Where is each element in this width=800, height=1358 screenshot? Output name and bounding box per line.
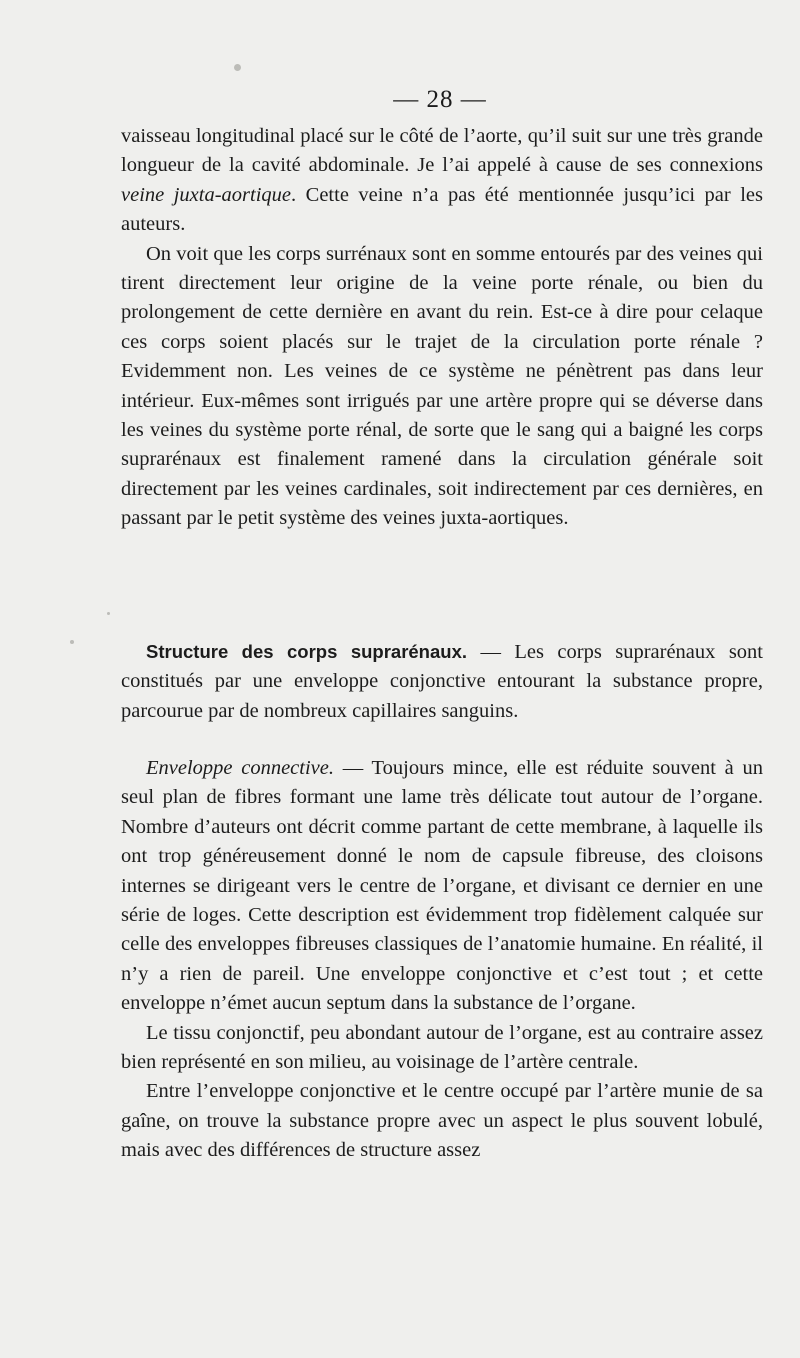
paragraph-veine-juxta-aortique bbox=[121, 122, 763, 240]
section-structure bbox=[121, 637, 763, 726]
section-heading: Structure des corps suprarénaux. bbox=[146, 641, 468, 662]
paper-speck bbox=[107, 612, 110, 615]
paragraph-circulation: On voit que les corps surrénaux sont en somme entourés par des veines qui tirent directement leur origine de la veine porte rénale, ou bien du prolongement de cette dernière en avant du rein. Est-ce à dire pour celaque ces corps soient placés sur le trajet de la circulation porte rénale ? Evidemment non. Les veines de ce système ne pénètrent pas dans leur intérieur. Eux-mêmes sont irrigués par une artère propre qui se déverse dans les veines du système porte rénal, de sorte que le sang qui a baigné les corps suprarénaux est finalement ramené dans la circulation générale soit directement par les veines cardinales, soit indirectement par ces dernières, en passant par le petit système des veines juxta-aortiques. bbox=[121, 242, 763, 530]
italic-term: veine juxta-aortique bbox=[121, 183, 292, 206]
paper-speck bbox=[234, 64, 241, 71]
intro-tail-text: . Cette veine n’a pas été mentionnée jusqu’ici par les auteurs. bbox=[121, 183, 764, 236]
section-enveloppe bbox=[121, 754, 763, 1166]
body-text-top bbox=[121, 122, 763, 534]
page-number: — 28 — bbox=[393, 86, 487, 113]
paragraph-enveloppe bbox=[121, 754, 763, 1019]
paragraph-tissu: Le tissu conjonctif, peu abondant autour de l’organe, est au contraire assez bien représenté en son milieu, au voisinage de l’artère centrale. bbox=[121, 1021, 763, 1074]
enveloppe-text: — Toujours mince, elle est réduite souvent à un seul plan de fibres formant une lame très délicate tout autour de l’organe. Nombre d’auteurs ont décrit comme partant de cette membrane, à laquelle ils ont trop généreusement donné le nom de capsule fibreuse, des cloisons internes se dirigeant vers le centre de l’organe, et divisant ce dernier en une série de loges. Cette description est évidemment trop fidèlement calquée sur celle des enveloppes fibreuses classiques de l’anatomie humaine. En réalité, il n’y a rien de pareil. Une enveloppe conjonctive et c’est tout ; et cette enveloppe n’émet aucun septum dans la substance de l’organe. bbox=[121, 757, 763, 1015]
paragraph-entre: Entre l’enveloppe conjonctive et le centre occupé par l’artère munie de sa gaîne, on trouve la substance propre avec un aspect le plus souvent lobulé, mais avec des différences de structure assez bbox=[121, 1080, 763, 1162]
structure-text: — Les corps suprarénaux sont constitués par une enveloppe conjonctive entourant la substance propre, parcourue par de nombreux capillaires sanguins. bbox=[121, 641, 763, 722]
intro-lead-text: vaisseau longitudinal placé sur le côté de l’aorte, qu’il suit sur une très grande longueur de la cavité abdominale. Je l’ai appelé à cause de ses connexions bbox=[121, 125, 763, 177]
paper-speck bbox=[70, 640, 74, 644]
subsection-heading: Enveloppe connective. bbox=[146, 757, 334, 779]
paragraph-structure bbox=[121, 637, 763, 726]
